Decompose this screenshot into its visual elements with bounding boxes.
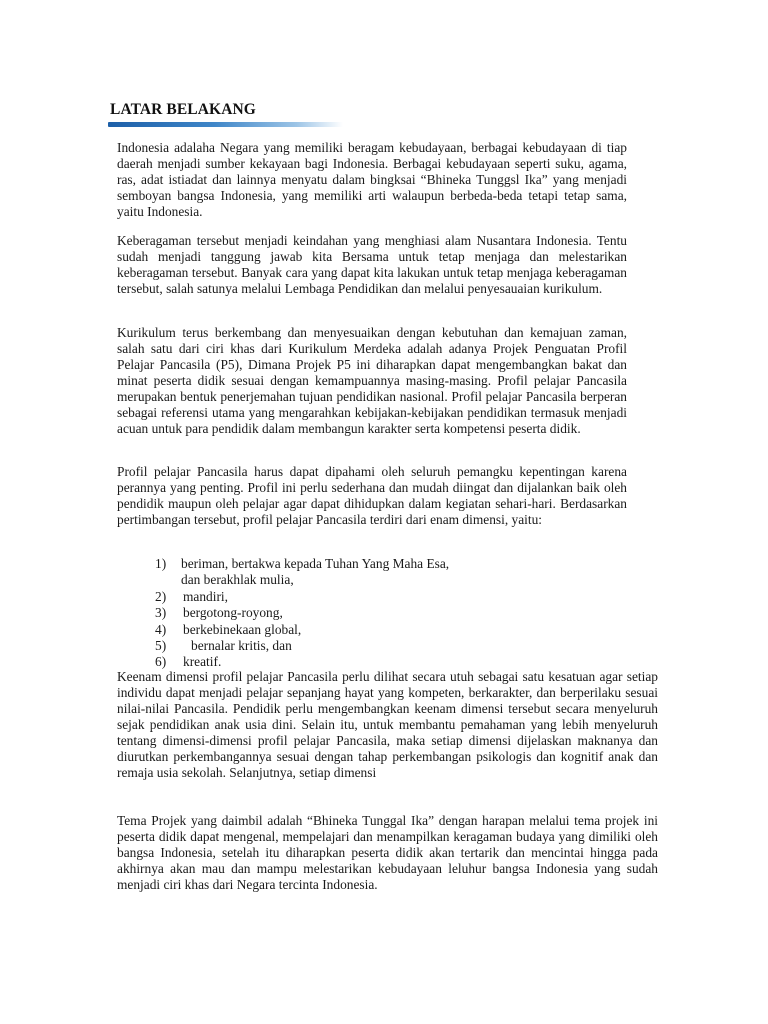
dimension-list: [155, 556, 449, 671]
list-item-text: berkebinekaan global,: [183, 621, 302, 637]
list-item: [155, 556, 449, 589]
list-item-number: 3): [155, 605, 167, 621]
paragraph-intro: Indonesia adalaha Negara yang memiliki beragam kebudayaan, berbagai kebudayaan di tiap daerah menjadi sumber kekayaan bagi Indonesia. Berbagai kebudayaan seperti suku, agama, ras, adat istiadat dan lainnya menyatu dalam bingksai “Bhineka Tunggsl Ika” yang menjadi semboyan bangsa Indonesia, yang memiliki arti walaupun berbeda-beda tetapi tetap sama, yaitu Indonesia.: [117, 140, 627, 219]
list-item-text: bernalar kritis, dan: [191, 638, 292, 654]
section-heading: LATAR BELAKANG: [110, 101, 256, 118]
list-item: [155, 622, 449, 638]
paragraph-profile: Profil pelajar Pancasila harus dapat dipahami oleh seluruh pemangku kepentingan karena perannya yang penting. Profil ini perlu sederhana dan mudah diingat dan dijalankan baik oleh pendidik maupun oleh pelajar agar dapat dihidupkan dalam kegiatan sehari-hari. Berdasarkan pertimbangan tersebut, profil pelajar Pancasila terdiri dari enam dimensi, yaitu:: [117, 464, 627, 527]
heading-underline-decoration: [108, 122, 343, 127]
list-item-number: 4): [155, 621, 167, 637]
list-item-text: beriman, bertakwa kepada Tuhan Yang Maha Esa,: [181, 556, 450, 571]
list-item: [155, 605, 449, 621]
list-item-text: bergotong-royong,: [183, 605, 283, 621]
list-item-number: 5): [155, 638, 167, 654]
list-item-continuation: dan berakhlak mulia,: [181, 572, 294, 588]
paragraph-dimensions-explained: Keenam dimensi profil pelajar Pancasila perlu dilihat secara utuh sebagai satu kesatuan agar setiap individu dapat menjadi pelajar sepanjang hayat yang kompeten, berkarakter, dan berperilaku sesuai nilai-nilai Pancasila. Pendidik perlu mengembangkan keenam dimensi tersebut secara menyeluruh sejak pendidikan anak usia dini. Selain itu, untuk membantu pemahaman yang lebih menyeluruh tentang dimensi-dimensi profil pelajar Pancasila, maka setiap dimensi dijelaskan maknanya dan diurutkan perkembangannya sesuai dengan tahap perkembangan psikologis dan kognitif anak dan remaja usia sekolah. Selanjutnya, setiap dimensi: [117, 669, 658, 780]
list-item-number: 6): [155, 654, 167, 670]
list-item-number: 2): [155, 588, 167, 604]
paragraph-project-theme: Tema Projek yang daimbil adalah “Bhineka Tunggal Ika” dengan harapan melalui tema projek ini peserta didik dapat mengenal, mempelajari dan menampilkan keragaman budaya yang dimiliki oleh bangsa Indonesia, setelah itu diharapkan peserta didik akan tertarik dan mencintai hingga pada akhirnya akan mau dan mampu melestarikan kebudayaan leluhur bangsa Indonesia yang sudah menjadi ciri khas dari Negara tercinta Indonesia.: [117, 813, 658, 892]
paragraph-curriculum: Kurikulum terus berkembang dan menyesuaikan dengan kebutuhan dan kemajuan zaman, salah satu dari ciri khas dari Kurikulum Merdeka adalah adanya Projek Penguatan Profil Pelajar Pancasila (P5), Dimana Projek P5 ini diharapkan dapat mengembangkan bakat dan minat peserta didik sesuai dengan kemampuannya masing-masing. Profil pelajar Pancasila merupakan bentuk penerjemahan tujuan pendidikan nasional. Profil pelajar Pancasila berperan sebagai referensi utama yang mengarahkan kebijakan-kebijakan pendidikan termasuk menjadi acuan untuk para pendidik dalam membangun karakter serta kompetensi peserta didik.: [117, 325, 627, 436]
list-item-text: kreatif.: [183, 654, 222, 670]
list-item: [155, 589, 449, 605]
list-item-number: 1): [155, 556, 167, 571]
list-item-text: mandiri,: [183, 588, 228, 604]
list-item: [155, 638, 449, 654]
paragraph-diversity: Keberagaman tersebut menjadi keindahan yang menghiasi alam Nusantara Indonesia. Tentu sudah menjadi tanggung jawab kita Bersama untuk tetap menjaga dan melestarikan keberagaman tersebut. Banyak cara yang dapat kita lakukan untuk tetap menjaga keberagaman tersebut, salah satunya melalui Lembaga Pendidikan dan melalui penyesauaian kurikulum.: [117, 233, 627, 296]
